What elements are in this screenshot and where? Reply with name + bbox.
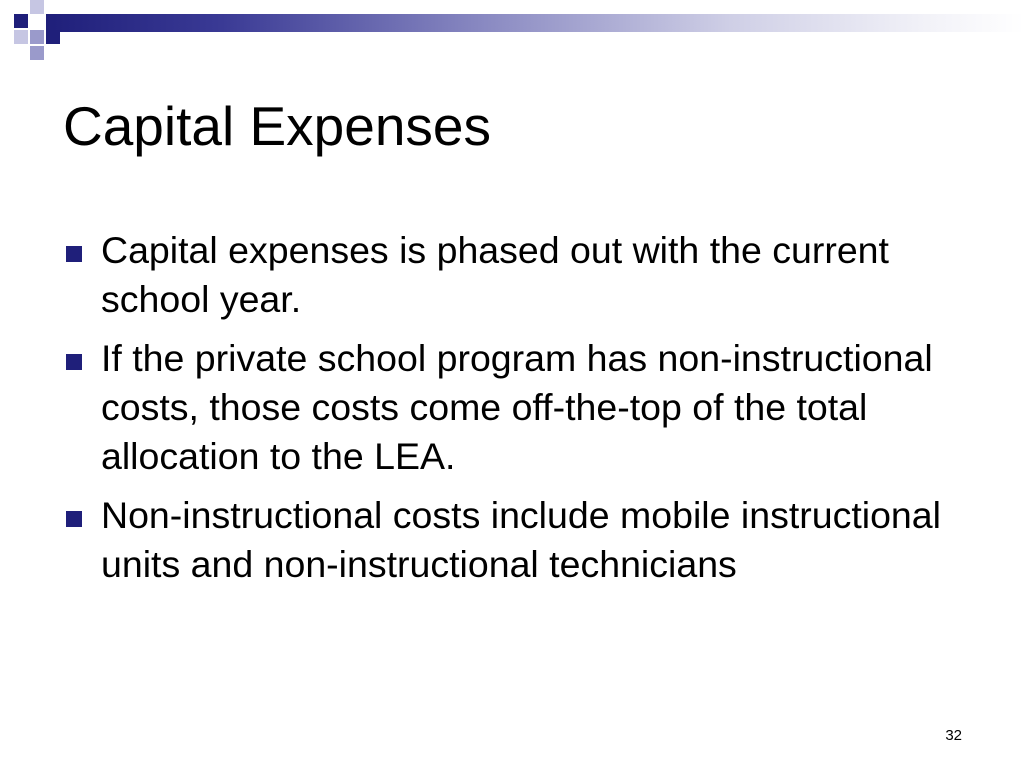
slide-title: Capital Expenses: [63, 95, 492, 157]
slide-number: 32: [945, 727, 962, 744]
decor-square-icon: [30, 46, 44, 60]
decor-square-icon: [46, 30, 60, 44]
bullet-item: [64, 334, 964, 481]
bullet-text: If the private school program has non-instructional costs, those costs come off-the-top of the total allocation to the LEA.: [101, 337, 933, 477]
bullet-item: [64, 226, 964, 324]
bullet-list: [64, 226, 964, 599]
square-bullet-icon: [66, 246, 82, 262]
square-bullet-icon: [66, 354, 82, 370]
decor-square-icon: [30, 0, 44, 14]
square-bullet-icon: [66, 511, 82, 527]
bullet-item: [64, 491, 964, 589]
decor-square-icon: [14, 14, 28, 28]
header-decoration: [0, 0, 1024, 64]
gradient-bar: [46, 14, 1024, 32]
decor-square-icon: [14, 30, 28, 44]
bullet-text: Non-instructional costs include mobile instructional units and non-instructional technicians: [101, 494, 941, 585]
bullet-text: Capital expenses is phased out with the current school year.: [101, 229, 889, 320]
decor-square-icon: [30, 30, 44, 44]
